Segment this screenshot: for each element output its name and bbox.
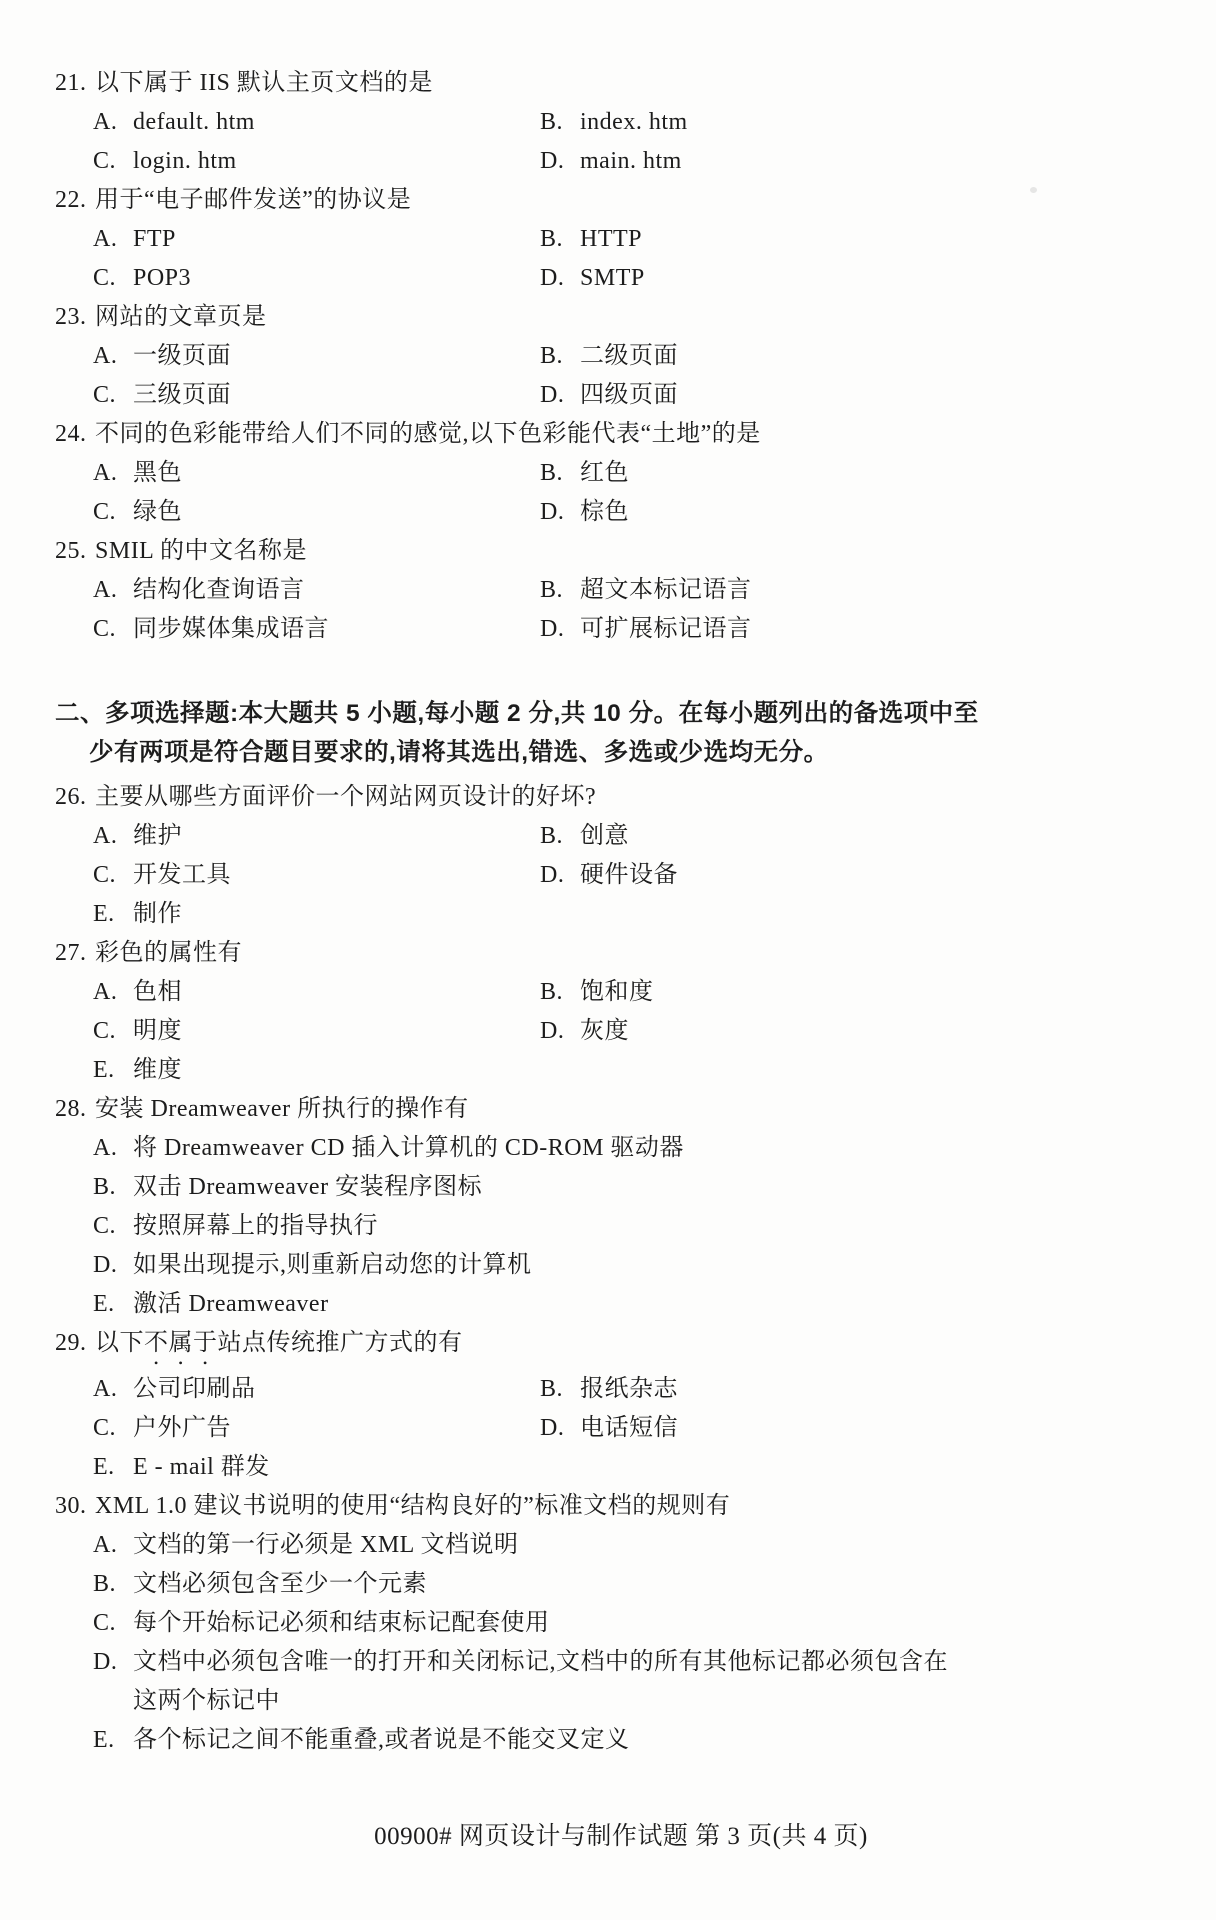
option-label: C.	[93, 1018, 117, 1044]
option-a	[93, 571, 540, 610]
option-c	[93, 1409, 540, 1448]
question-title-row	[55, 1487, 1055, 1526]
option-text: 可扩展标记语言	[580, 616, 752, 642]
option-label: C.	[93, 265, 117, 291]
option-d	[93, 1246, 1055, 1285]
options-group	[55, 1526, 1055, 1760]
option-text: HTTP	[580, 226, 642, 252]
option-text: 饱和度	[580, 979, 654, 1005]
option-c	[93, 142, 540, 181]
option-d	[540, 856, 678, 895]
option-text: 将 Dreamweaver CD 插入计算机的 CD-ROM 驱动器	[133, 1135, 684, 1161]
option-label: D.	[93, 1649, 118, 1675]
option-text: 开发工具	[133, 862, 231, 888]
options-group	[55, 103, 1055, 181]
option-b	[93, 1565, 1055, 1604]
option-a	[93, 1370, 540, 1409]
question-text: 以下属于 IIS 默认主页文档的是	[95, 70, 433, 96]
option-label: D.	[540, 382, 565, 408]
option-text: SMTP	[580, 265, 645, 291]
option-label: C.	[93, 499, 117, 525]
option-text: default. htm	[133, 109, 255, 135]
option-text: 报纸杂志	[580, 1376, 678, 1402]
option-text: 文档的第一行必须是 XML 文档说明	[133, 1532, 519, 1558]
option-d	[540, 1409, 678, 1448]
option-text-line2: 这两个标记中	[133, 1688, 280, 1714]
option-label: B.	[540, 979, 564, 1005]
option-text: 双击 Dreamweaver 安装程序图标	[133, 1174, 483, 1200]
option-label: D.	[540, 862, 565, 888]
question-text: 以下不属于站点传统推广方式的有	[95, 1330, 463, 1356]
question-number: 21.	[55, 70, 87, 96]
question-number: 22.	[55, 187, 87, 213]
option-label: C.	[93, 382, 117, 408]
option-d	[540, 1012, 654, 1051]
option-text: 一级页面	[133, 343, 231, 369]
option-text-line1: 文档中必须包含唯一的打开和关闭标记,文档中的所有其他标记都必须包含在	[133, 1649, 948, 1675]
question-29	[55, 1324, 1055, 1487]
option-label: A.	[93, 1135, 118, 1161]
question-title-row	[55, 1324, 1055, 1370]
option-label: A.	[93, 460, 118, 486]
question-26	[55, 778, 1055, 934]
section-2-header	[55, 694, 1055, 772]
question-23	[55, 298, 1055, 415]
option-b	[540, 571, 752, 610]
options-group	[55, 220, 1055, 298]
option-label: B.	[540, 343, 564, 369]
option-text: 棕色	[580, 499, 629, 525]
option-text: 二级页面	[580, 343, 678, 369]
section-2-header-line2: 少有两项是符合题目要求的,请将其选出,错选、多选或少选均无分。	[89, 739, 829, 766]
question-text: SMIL 的中文名称是	[95, 538, 307, 564]
option-text: 维度	[133, 1057, 182, 1083]
option-text: 三级页面	[133, 382, 231, 408]
option-c	[93, 1207, 1055, 1246]
question-24	[55, 415, 1055, 532]
question-title-row	[55, 778, 1055, 817]
option-label: B.	[93, 1174, 117, 1200]
option-text: 公司印刷品	[133, 1376, 256, 1402]
option-label: C.	[93, 862, 117, 888]
question-title-row	[55, 1090, 1055, 1129]
option-text: FTP	[133, 226, 176, 252]
option-text: 按照屏幕上的指导执行	[133, 1213, 378, 1239]
option-c	[93, 610, 540, 649]
option-b	[540, 1370, 678, 1409]
option-label: E.	[93, 901, 115, 927]
option-text: 各个标记之间不能重叠,或者说是不能交叉定义	[133, 1727, 630, 1753]
option-b	[540, 973, 654, 1012]
question-text: 安装 Dreamweaver 所执行的操作有	[95, 1096, 469, 1122]
option-label: C.	[93, 616, 117, 642]
option-e	[93, 1285, 1055, 1324]
option-text: 创意	[580, 823, 629, 849]
option-text: 超文本标记语言	[580, 577, 752, 603]
options-group	[55, 337, 1055, 415]
question-text: XML 1.0 建议书说明的使用“结构良好的”标准文档的规则有	[95, 1493, 731, 1519]
option-b	[540, 220, 645, 259]
option-text: 如果出现提示,则重新启动您的计算机	[133, 1252, 532, 1278]
question-number: 26.	[55, 784, 87, 810]
option-text: 黑色	[133, 460, 182, 486]
question-title-row	[55, 934, 1055, 973]
option-text: 硬件设备	[580, 862, 678, 888]
option-d	[540, 493, 629, 532]
option-label: A.	[93, 979, 118, 1005]
option-b	[540, 103, 688, 142]
option-label: E.	[93, 1454, 115, 1480]
option-text: 四级页面	[580, 382, 678, 408]
option-b	[93, 1168, 1055, 1207]
question-21	[55, 64, 1055, 181]
question-number: 23.	[55, 304, 87, 330]
option-b	[540, 454, 629, 493]
option-text: 文档必须包含至少一个元素	[133, 1571, 427, 1597]
option-text: 绿色	[133, 499, 182, 525]
question-25	[55, 532, 1055, 649]
options-group	[55, 973, 1055, 1090]
option-label: A.	[93, 823, 118, 849]
option-d	[93, 1643, 1055, 1721]
option-e	[93, 1051, 540, 1090]
question-title-row	[55, 298, 1055, 337]
option-text: E - mail 群发	[133, 1454, 270, 1480]
option-text: 电话短信	[580, 1415, 678, 1441]
option-label: D.	[540, 616, 565, 642]
question-number: 25.	[55, 538, 87, 564]
option-c	[93, 1012, 540, 1051]
option-label: A.	[93, 226, 118, 252]
option-a	[93, 454, 540, 493]
option-e	[93, 895, 540, 934]
option-text: 维护	[133, 823, 182, 849]
option-a	[93, 817, 540, 856]
option-e	[93, 1721, 1055, 1760]
option-label: B.	[93, 1571, 117, 1597]
option-label: C.	[93, 1610, 117, 1636]
option-a	[93, 337, 540, 376]
option-a	[93, 1129, 1055, 1168]
option-label: A.	[93, 1532, 118, 1558]
option-text: 灰度	[580, 1018, 629, 1044]
option-label: B.	[540, 109, 564, 135]
option-label: B.	[540, 577, 564, 603]
option-c	[93, 376, 540, 415]
question-27	[55, 934, 1055, 1090]
question-text: 主要从哪些方面评价一个网站网页设计的好坏?	[95, 784, 597, 810]
question-title-row	[55, 181, 1055, 220]
option-c	[93, 259, 540, 298]
option-text: 激活 Dreamweaver	[133, 1291, 329, 1317]
questions-block-multi-choice	[55, 778, 1055, 1760]
question-title-row	[55, 532, 1055, 571]
option-d	[540, 610, 752, 649]
option-label: B.	[540, 460, 564, 486]
emphasized-text: 不属于	[144, 1330, 218, 1356]
option-d	[540, 259, 645, 298]
option-label: D.	[540, 1018, 565, 1044]
option-label: D.	[93, 1252, 118, 1278]
options-group	[55, 571, 1055, 649]
question-number: 30.	[55, 1493, 87, 1519]
question-22	[55, 181, 1055, 298]
options-group	[55, 817, 1055, 934]
question-text: 网站的文章页是	[95, 304, 267, 330]
option-text: 色相	[133, 979, 182, 1005]
option-label: D.	[540, 148, 565, 174]
option-label: A.	[93, 577, 118, 603]
option-label: E.	[93, 1727, 115, 1753]
option-text: 红色	[580, 460, 629, 486]
page-footer: 00900# 网页设计与制作试题 第 3 页(共 4 页)	[374, 1823, 868, 1850]
question-number: 28.	[55, 1096, 87, 1122]
option-label: B.	[540, 226, 564, 252]
option-text: 每个开始标记必须和结束标记配套使用	[133, 1610, 550, 1636]
option-text: index. htm	[580, 109, 688, 135]
option-b	[540, 817, 678, 856]
option-e	[93, 1448, 540, 1487]
option-c	[93, 493, 540, 532]
option-label: C.	[93, 148, 117, 174]
question-text: 彩色的属性有	[95, 940, 242, 966]
options-group	[55, 1370, 1055, 1487]
option-a	[93, 1526, 1055, 1565]
option-c	[93, 1604, 1055, 1643]
option-label: C.	[93, 1213, 117, 1239]
question-number: 24.	[55, 421, 87, 447]
question-number: 29.	[55, 1330, 87, 1356]
option-text: 户外广告	[133, 1415, 231, 1441]
question-title-row	[55, 64, 1055, 103]
scan-artifact-dot	[1030, 187, 1037, 193]
questions-block-single-choice	[55, 64, 1055, 649]
option-a	[93, 103, 540, 142]
option-a	[93, 973, 540, 1012]
question-text: 用于“电子邮件发送”的协议是	[95, 187, 412, 213]
section-2-header-line1: 二、多项选择题:本大题共 5 小题,每小题 2 分,共 10 分。在每小题列出的备选项中至	[55, 700, 979, 727]
option-text: 同步媒体集成语言	[133, 616, 329, 642]
option-label: D.	[540, 1415, 565, 1441]
option-text: 明度	[133, 1018, 182, 1044]
option-a	[93, 220, 540, 259]
option-text: 制作	[133, 901, 182, 927]
option-label: B.	[540, 1376, 564, 1402]
question-number: 27.	[55, 940, 87, 966]
option-label: A.	[93, 343, 118, 369]
exam-page-content	[55, 64, 1055, 1760]
option-c	[93, 856, 540, 895]
option-label: E.	[93, 1291, 115, 1317]
option-label: A.	[93, 109, 118, 135]
option-text: login. htm	[133, 148, 237, 174]
option-label: D.	[540, 265, 565, 291]
option-d	[540, 376, 678, 415]
option-label: E.	[93, 1057, 115, 1083]
question-text: 不同的色彩能带给人们不同的感觉,以下色彩能代表“土地”的是	[95, 421, 761, 447]
question-title-row	[55, 415, 1055, 454]
option-text: 结构化查询语言	[133, 577, 305, 603]
question-28	[55, 1090, 1055, 1324]
question-30	[55, 1487, 1055, 1760]
option-label: B.	[540, 823, 564, 849]
options-group	[55, 454, 1055, 532]
option-b	[540, 337, 678, 376]
option-text: main. htm	[580, 148, 682, 174]
options-group	[55, 1129, 1055, 1324]
option-label: C.	[93, 1415, 117, 1441]
option-label: A.	[93, 1376, 118, 1402]
option-label: D.	[540, 499, 565, 525]
option-text: POP3	[133, 265, 192, 291]
option-d	[540, 142, 688, 181]
option-text	[133, 1643, 1055, 1721]
